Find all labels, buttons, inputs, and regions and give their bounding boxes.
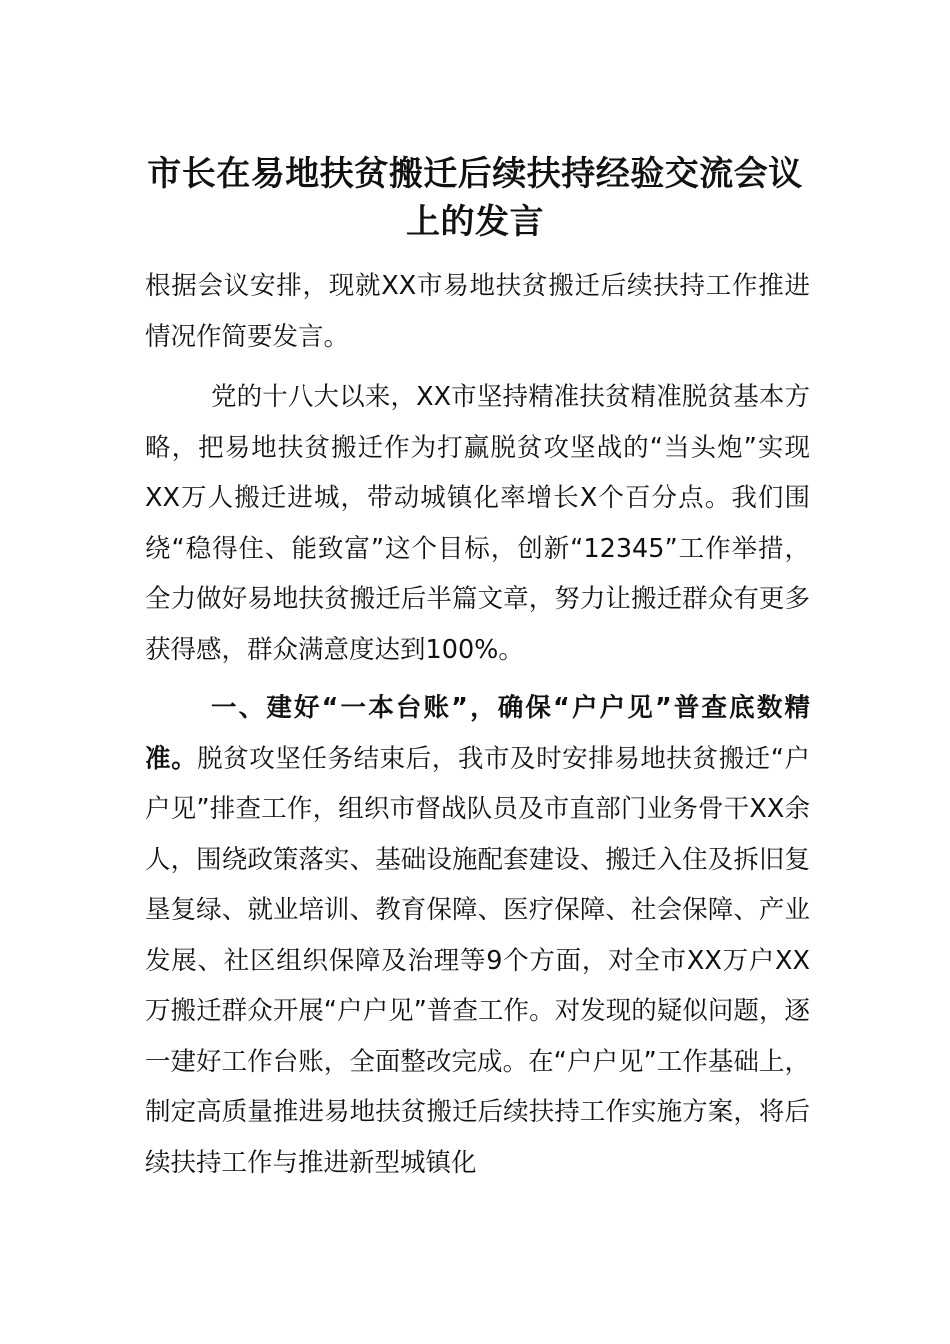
overview-paragraph: 党的十八大以来，XX市坚持精准扶贫精准脱贫基本方略，把易地扶贫搬迁作为打赢脱贫攻坚战的“当头炮”实现XX万人搬迁进城，带动城镇化率增长X个百分点。我们围绕“稳得住、能致富”这个目标，创新“12345”工作举措，全力做好易地扶贫搬迁后半篇文章，努力让搬迁群众有更多获得感，群众满意度达到100%。 bbox=[145, 382, 810, 665]
section-one-heading: 一、建好“一本台账”，确保“户户见”普查底数精准。 bbox=[145, 693, 810, 774]
section-one-body: 脱贫攻坚任务结束后，我市及时安排易地扶贫搬迁“户户见”排查工作，组织市督战队员及市直部门业务骨干XX余人，围绕政策落实、基础设施配套建设、搬迁入住及拆旧复垦复绿、就业培训、教育保障、医疗保障、社会保障、产业发展、社区组织保障及治理等9个方面，对全市XX万户XX万搬迁群众开展“户户见”普查工作。对发现的疑似问题，逐一建好工作台账，全面整改完成。在“户户见”工作基础上，制定高质量推进易地扶贫搬迁后续扶持工作实施方案，将后续扶持工作与推进新型城镇化 bbox=[145, 743, 810, 1178]
section-one-paragraph bbox=[145, 683, 810, 1188]
document-title: 市长在易地扶贫搬迁后续扶持经验交流会议上的发言 bbox=[147, 154, 803, 242]
intro-paragraph: 根据会议安排，现就XX市易地扶贫搬迁后续扶持工作推进情况作简要发言。 bbox=[145, 271, 810, 352]
